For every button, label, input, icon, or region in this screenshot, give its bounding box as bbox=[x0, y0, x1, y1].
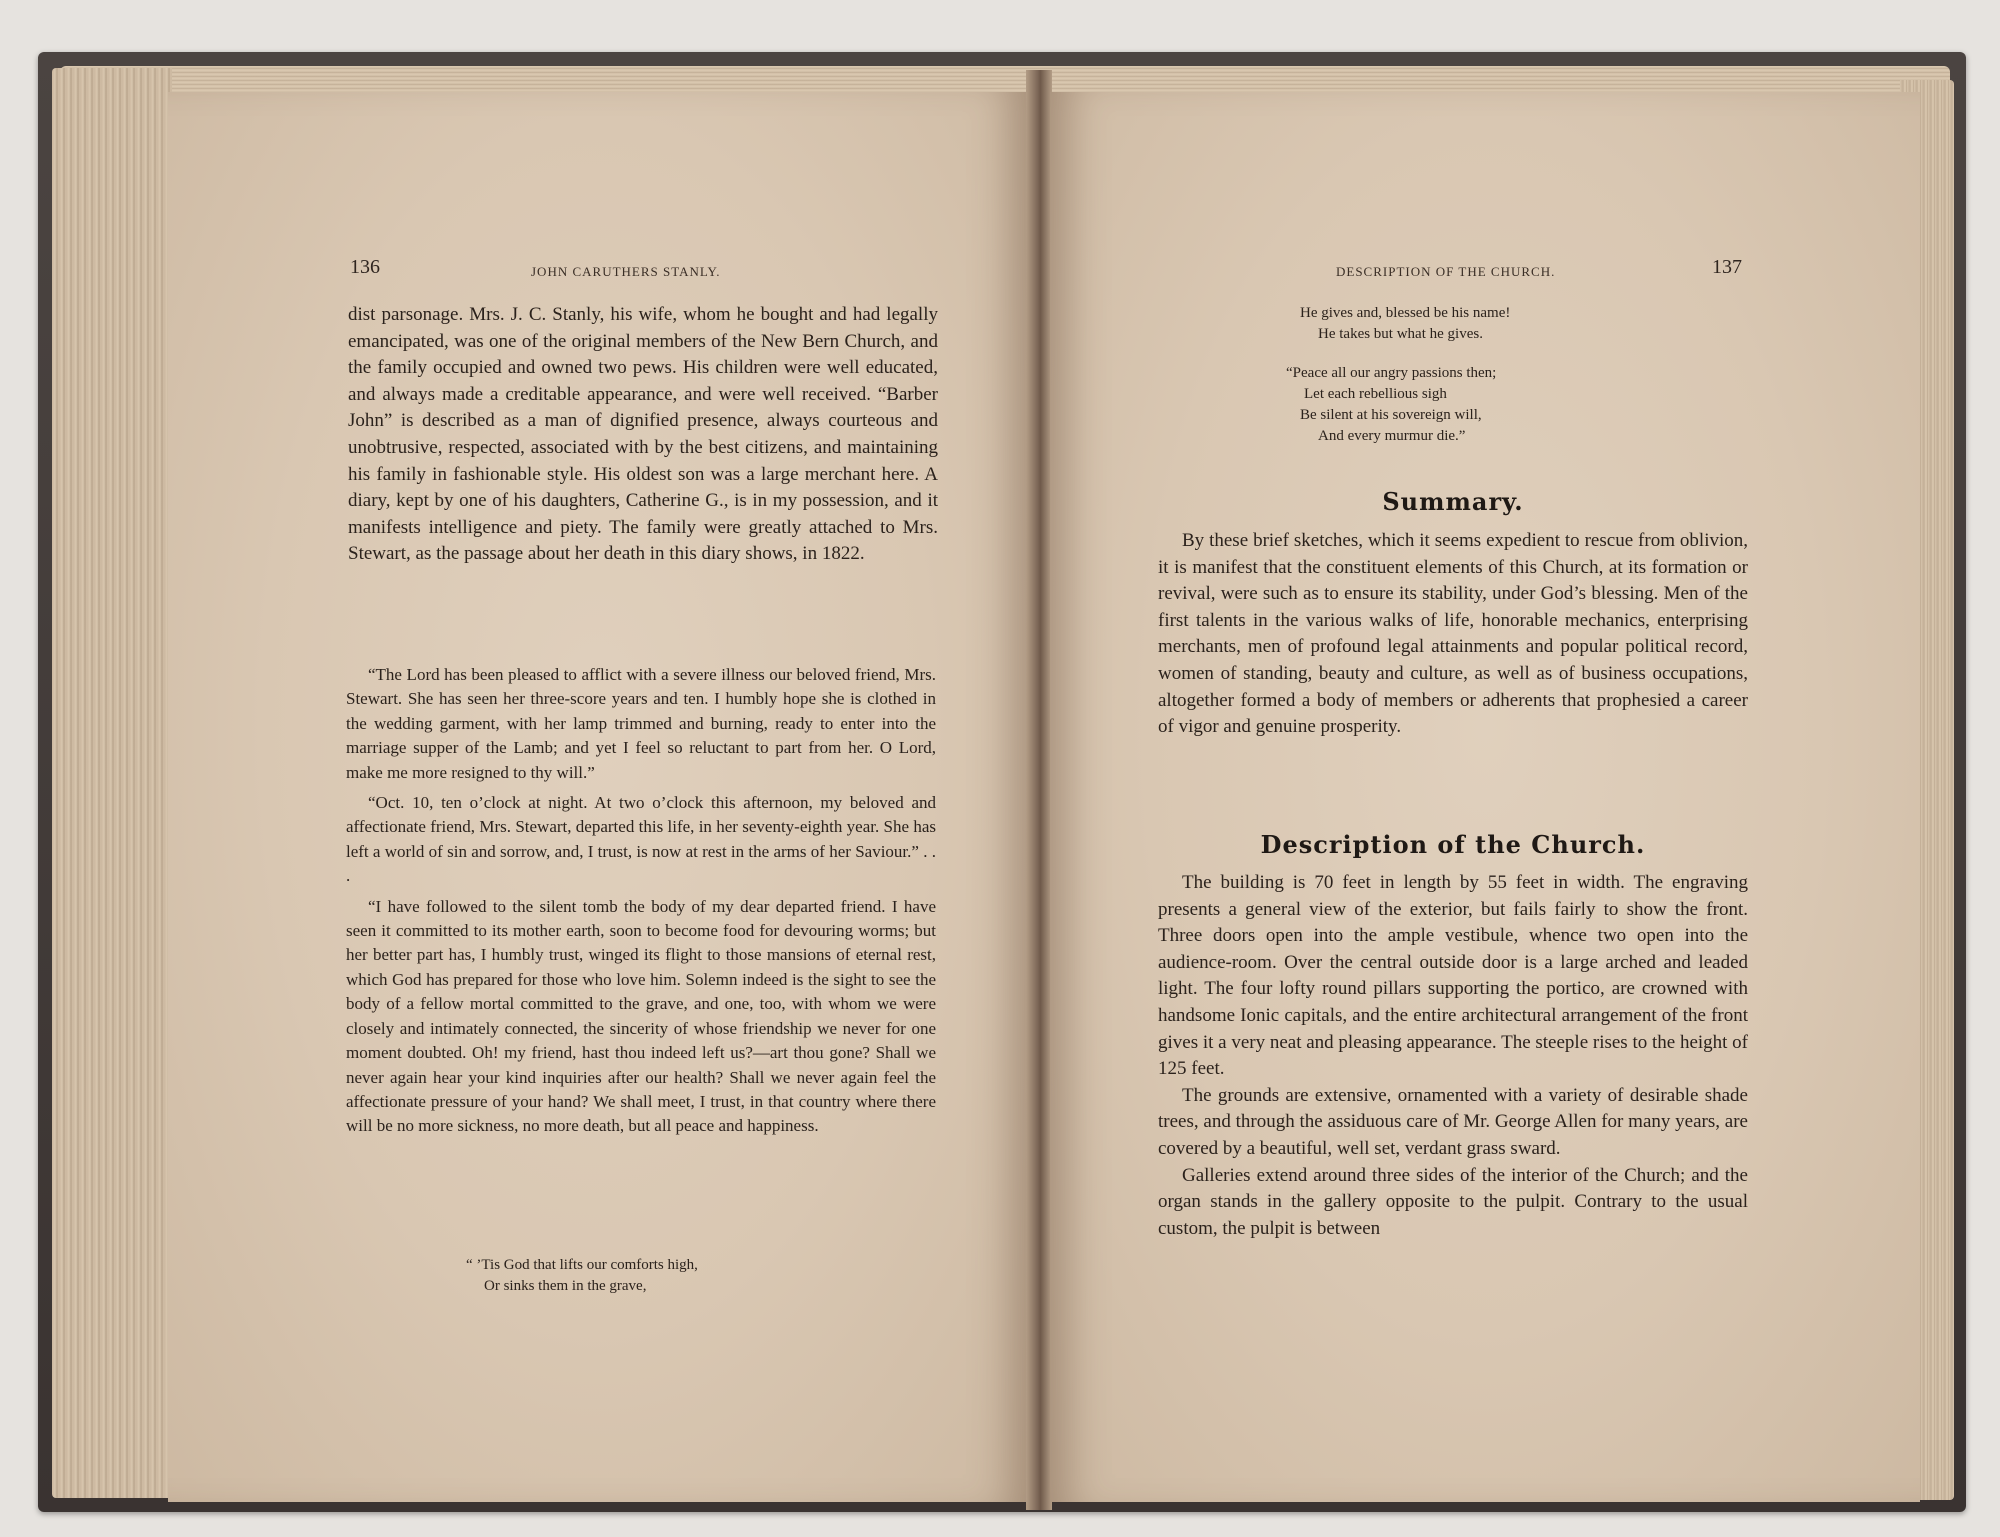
verse-line: Let each rebellious sigh bbox=[1304, 386, 1447, 402]
description-paragraph: The grounds are extensive, ornamented with a variety of desirable shade trees, and through the assiduous care of Mr. George Allen for many years, are covered by a beautiful, well set, verdant grass sward. bbox=[1158, 1084, 1748, 1159]
verse-line: And every murmur die.” bbox=[1318, 428, 1466, 444]
right-page-number: 137 bbox=[1712, 256, 1742, 278]
summary-heading: Summary. bbox=[1382, 487, 1524, 516]
right-running-head: DESCRIPTION OF THE CHURCH. bbox=[1336, 264, 1556, 279]
page-block-left-edge bbox=[52, 68, 172, 1498]
diary-quote: “I have followed to the silent tomb the body of my dear departed friend. I have seen it committed to its mother earth, soon to become food for devouring worms; but her better part has, I humbly trust, winged its flight to those mansions of eternal rest, which God has prepared for those who love him. Solemn indeed is the sight to see the body of a fellow mortal committed to the grave, and one, too, with whom we were closely and intimately connected, the sincerity of whose friendship we never for one moment doubted. Oh! my friend, hast thou indeed left us?—art thou gone? Shall we never again hear your kind inquiries after our health? Shall we never again feel the affectionate pressure of your hand? We shall meet, I trust, in that country where there will be no more sickness, no more death, but all peace and happiness. bbox=[346, 896, 936, 1136]
description-paragraph: The building is 70 feet in length by 55 feet in width. The engraving presents a general view of the exterior, but fails fairly to show the front. Three doors open into the ample vestibule, whence two open into the audience-room. Over the central outside door is a large arched and leaded light. The four lofty round pillars supporting the portico, are crowned with handsome Ionic capitals, and the entire architectural arrangement of the front gives it a very neat and pleasing appearance. The steeple rises to the height of 125 feet. bbox=[1158, 872, 1749, 1080]
verse-line: “ ’Tis God that lifts our comforts high, bbox=[466, 1257, 698, 1273]
verse-line: “Peace all our angry passions then; bbox=[1286, 365, 1497, 381]
description-heading: Description of the Church. bbox=[1260, 830, 1646, 859]
verse-line: Be silent at his sovereign will, bbox=[1300, 407, 1482, 423]
left-page-number: 136 bbox=[350, 256, 380, 278]
verse-line: Or sinks them in the grave, bbox=[484, 1278, 647, 1294]
diary-quote: “Oct. 10, ten o’clock at night. At two o’clock this afternoon, my beloved and affectionate friend, Mrs. Stewart, departed this life, in her seventy-eighth year. She has left a world of sin and sorrow, and, I trust, is now at rest in the arms of her Saviour.” . . . bbox=[346, 793, 936, 886]
right-verse-top bbox=[1300, 303, 1510, 345]
left-body-text bbox=[348, 302, 938, 568]
description-paragraph: Galleries extend around three sides of the interior of the Church; and the organ stands in the gallery opposite to the pulpit. Contrary to the usual custom, the pulpit is between bbox=[1158, 1164, 1748, 1239]
summary-paragraph: By these brief sketches, which it seems expedient to rescue from oblivion, it is manifest that the constituent elements of this Church, at its formation or revival, were such as to ensure its stability, under God’s blessing. Men of the first talents in the various walks of life, honorable mechanics, enterprising merchants, men of profound legal attainments and popular political record, women of standing, beauty and culture, as well as of business occupations, altogether formed a body of members or adherents that prophesied a career of vigor and genuine prosperity. bbox=[1158, 530, 1748, 738]
verse-line: He gives and, blessed be his name! bbox=[1300, 305, 1511, 321]
summary-text bbox=[1158, 528, 1748, 741]
diary-quote: “The Lord has been pleased to afflict with a severe illness our beloved friend, Mrs. Stewart. She has seen her three-score years and ten. I humbly hope she is clothed in the wedding garment, with her lamp trimmed and burning, ready to enter into the marriage supper of the Lamb; and yet I feel so reluctant to part from her. O Lord, make me more resigned to thy will.” bbox=[346, 665, 936, 782]
description-text bbox=[1158, 870, 1748, 1242]
left-verse bbox=[466, 1255, 698, 1297]
page-block-top-edge bbox=[60, 66, 1950, 92]
left-paragraph: dist parsonage. Mrs. J. C. Stanly, his wife, whom he bought and had legally emancipated, was one of the original members of the New Bern Church, and the family occupied and owned two pews. His children were well educated, and always made a creditable appearance, and were well received. “Barber John” is described as a man of dignified presence, always courteous and unobtrusive, respected, associated with by the best citizens, and maintaining his family in fashionable style. His oldest son was a large merchant here. A diary, kept by one of his daughters, Catherine G., is in my possession, and it manifests intelligence and piety. The family were greatly attached to Mrs. Stewart, as the passage about her death in this diary shows, in 1822. bbox=[348, 304, 938, 565]
left-running-head: JOHN CARUTHERS STANLY. bbox=[531, 264, 721, 279]
verse-line: He takes but what he gives. bbox=[1318, 326, 1483, 342]
left-diary-quotes bbox=[346, 663, 936, 1145]
book-gutter bbox=[1026, 70, 1052, 1510]
right-verse-hymn bbox=[1286, 363, 1496, 447]
